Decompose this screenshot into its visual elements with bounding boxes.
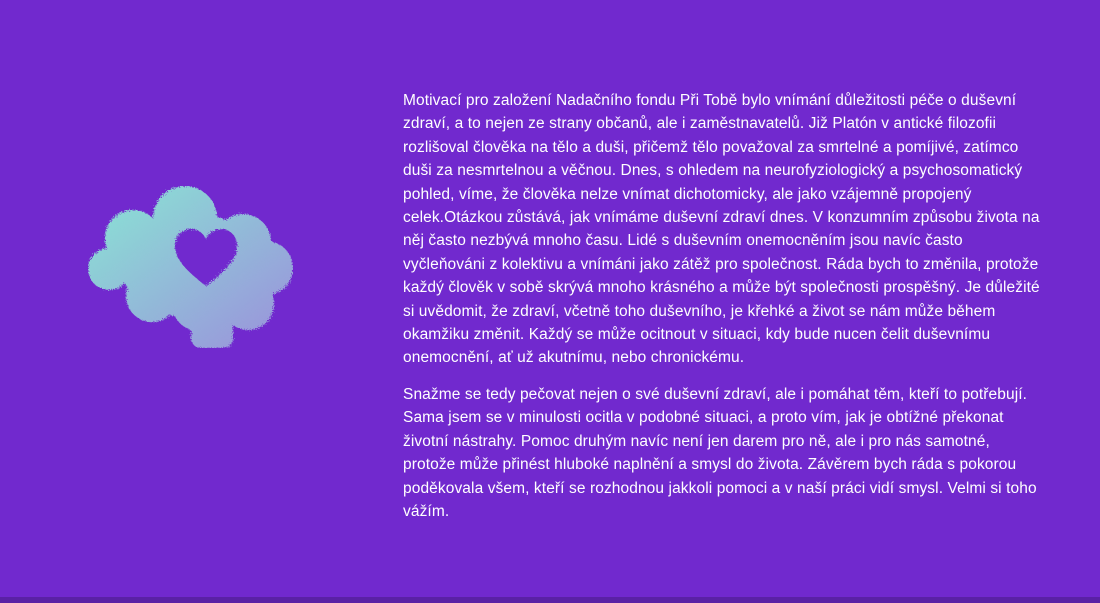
about-paragraph-1: Motivací pro založení Nadačního fondu Při Tobě bylo vnímání důležitosti péče o duševní zdraví, a to nejen ze strany občanů, ale i zaměstnavatelů. Již Platón v antické filozofii rozlišoval člověka na tělo a duši, přičemž tělo považoval za smrtelné a pomíjivé, zatímco duši za nesmrtelnou a věčnou. Dnes, s ohledem na neurofyziologický a psychosomatický pohled, víme, že člověka nelze vnímat dichotomicky, ale jako vzájemně propojený celek.Otázkou zůstává, jak vnímáme duševní zdraví dnes. V konzumním způsobu života na něj často nezbývá mnoho času. Lidé s duševním onemocněním jsou navíc často vyčleňováni z kolektivu a vnímáni jako zátěž pro společnost. Ráda bych to změnila, protože každý člověk v sobě skrývá mnoho krásného a může být společnosti prospěšný. Je důležité si uvědomit, že zdraví, včetně toho duševního, je křehké a život se nám může během okamžiku změnit. Každý se může ocitnout v situaci, kdy bude nucen čelit duševnímu onemocnění, ať už akutnímu, nebo chronickému. [403,92,1040,367]
brain-with-heart-icon-svg [88,186,293,348]
about-paragraph-2: Snažme se tedy pečovat nejen o své duševní zdraví, ale i pomáhat těm, kteří to potřebují. Sama jsem se v minulosti ocitla v podobné situaci, a proto vím, jak je obtížné překonat životní nástrahy. Pomoc druhým navíc není jen darem pro ně, ale i pro nás samotné, protože může přinést hluboké naplnění a smysl do života. Závěrem bych ráda s pokorou poděkovala všem, kteří se rozhodnou jakkoli pomoci a v naší práci vidí smysl. Velmi si toho vážím. [403,385,1037,520]
about-text-column [403,89,1044,536]
brain-with-heart-icon [88,186,293,348]
next-section-edge [0,597,1100,603]
